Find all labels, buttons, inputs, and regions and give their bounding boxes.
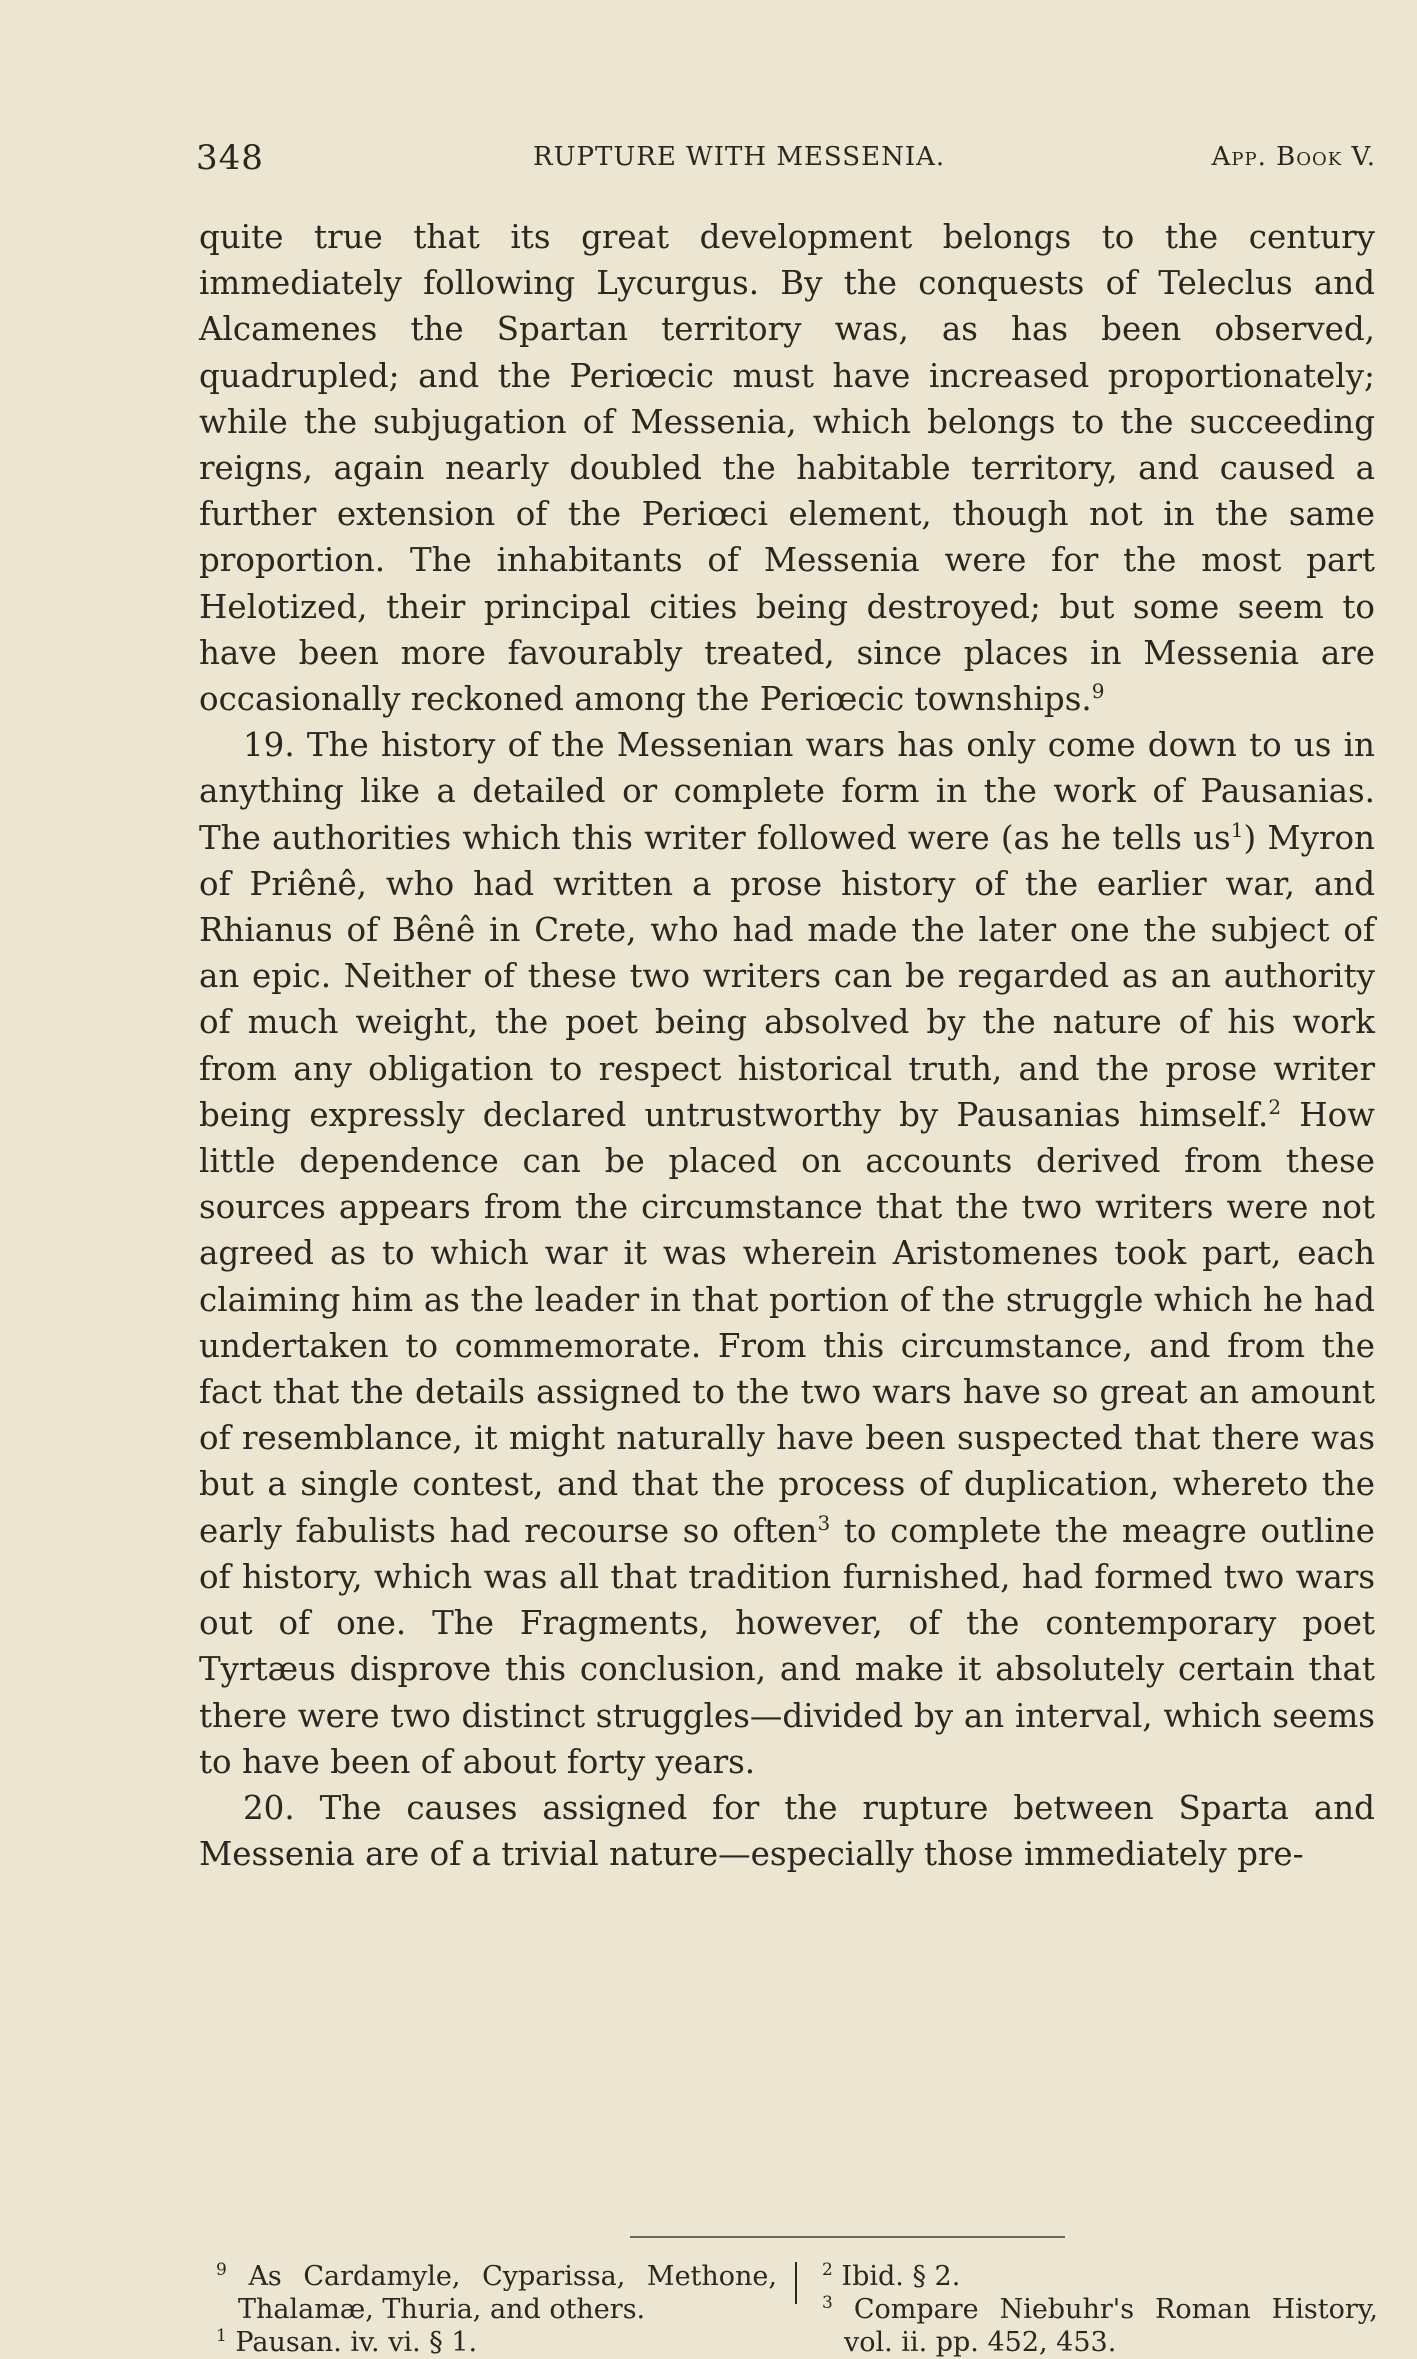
footnote-mark: 3 <box>822 2293 833 2313</box>
footnotes-left <box>216 2260 777 2359</box>
footnote-rule <box>630 2236 1065 2238</box>
footnote <box>216 2260 777 2326</box>
section-label: App. Book V. <box>1211 142 1376 172</box>
paragraph-text: 20. The causes assigned for the rupture between Sparta and Messenia are of a trivial nature—especially those immediately pre- <box>199 1788 1375 1874</box>
footnote-ref: 1 <box>1230 817 1244 842</box>
footnote-text: Compare Niebuhr's Roman History, vol. ii. pp. 452, 453. <box>844 2294 1378 2358</box>
paragraph-text: ) Myron of Priênê, who had written a prose history of the earlier war, and Rhianus of Bênê in Crete, who had made the later one the subject of an epic. Neither of these two writers can be regarded as an authority of much weight, the poet being absolved by the nature of his work from any obligation to respect historical truth, and the prose writer being expressly declared untrustworthy by Pausanias himself. <box>199 818 1375 1134</box>
running-title: RUPTURE WITH MESSENIA. <box>533 142 946 172</box>
footnote-ref: 3 <box>817 1510 831 1535</box>
footnote-ref: 2 <box>1268 1095 1282 1120</box>
page-number: 348 <box>196 138 264 178</box>
paragraph-continued <box>199 214 1375 722</box>
footnote-column-divider <box>795 2262 797 2304</box>
footnote-text: Ibid. § 2. <box>841 2261 961 2292</box>
body-text <box>199 214 1375 1877</box>
footnote <box>216 2326 777 2359</box>
footnote-mark: 9 <box>216 2260 227 2280</box>
footnote-mark: 1 <box>216 2326 227 2346</box>
paragraph-text: How little dependence can be placed on accounts derived from these sources appears from the circumstance that the two writers were not agreed as to which war it was wherein Aristomenes took part, each claiming him as the leader in that portion of the struggle which he had undertaken to commemorate. From this circumstance, and from the fact that the details assigned to the two wars have so great an amount of resemblance, it might naturally have been suspected that there was but a single contest, and that the process of duplication, whereto the early fabulists had recourse so often <box>199 1095 1376 1550</box>
footnote-text: Pausan. iv. vi. § 1. <box>235 2327 478 2358</box>
paragraph-19 <box>199 722 1375 1785</box>
paragraph-20 <box>199 1785 1375 1877</box>
footnote-ref: 9 <box>1091 679 1105 704</box>
paragraph-text: quite true that its great development belongs to the century immediately following Lycurgus. By the conquests of Teleclus and Alcamenes the Spartan territory was, as has been observed, quadrupled; and the Periœcic must have increased proportionately; while the subjugation of Messenia, which belongs to the succeeding reigns, again nearly doubled the habitable territory, and caused a further extension of the Periœci element, though not in the same proportion. The inhabitants of Messenia were for the most part Helotized, their principal cities being destroyed; but some seem to have been more favourably treated, since places in Messenia are occasionally reckoned among the Periœcic townships. <box>199 218 1375 719</box>
footnote-mark: 2 <box>822 2260 833 2280</box>
footnote <box>822 2293 1378 2359</box>
running-header <box>196 134 1376 194</box>
paragraph-text: 19. The history of the Messenian wars has only come down to us in anything like a detailed or complete form in the work of Pausanias. The authorities which this writer followed were (as he tells us <box>199 726 1375 857</box>
footnote-text: As Cardamyle, Cyparissa, Methone, Thalamæ, Thuria, and others. <box>238 2261 777 2325</box>
paragraph-text: to complete the meagre outline of history, which was all that tradition furnished, had formed two wars out of one. The Fragments, however, of the contemporary poet Tyrtæus disprove this conclusion, and make it absolutely certain that there were two distinct struggles—divided by an interval, which seems to have been of about forty years. <box>199 1511 1375 1781</box>
footnotes-right <box>822 2260 1378 2359</box>
footnote <box>822 2260 1378 2293</box>
